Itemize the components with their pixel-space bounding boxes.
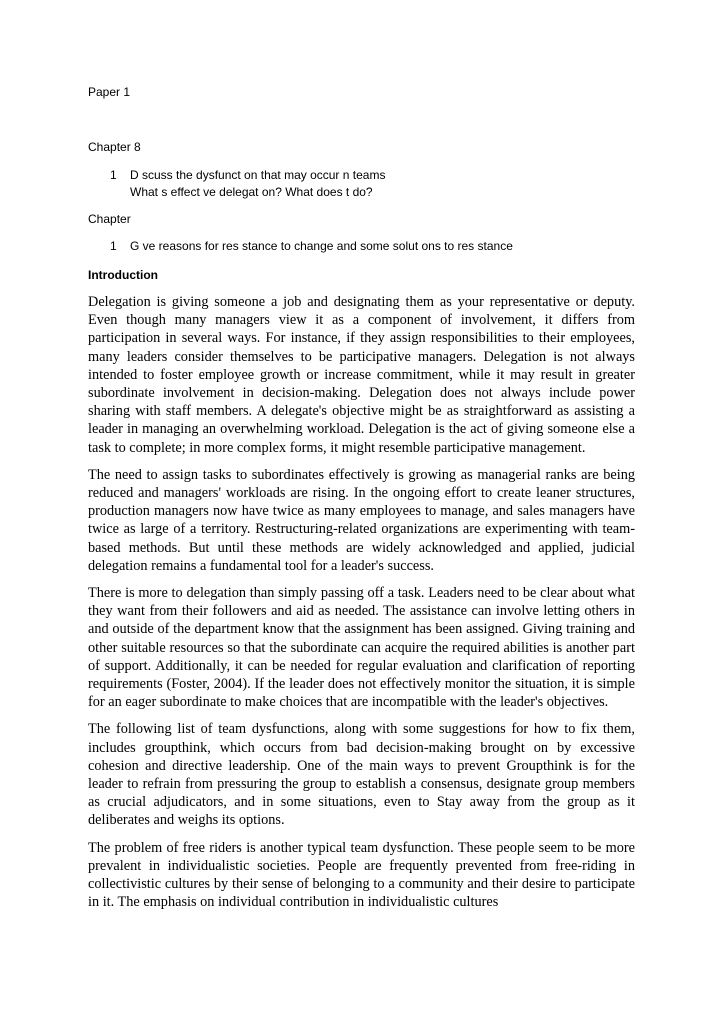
body-paragraph: Delegation is giving someone a job and designating them as your representative or deputy. Even though many managers view it as a component of involvement, it differs from participation in several ways. For instance, if they assign responsibilities to their employees, many leaders consider themselves to be participative managers. Delegation is not always intended to foster employee growth or increase commitment, while it may result in greater subordinate involvement in decision-making. Delegation does not always include power sharing with staff members. A delegate's objective might be as straightforward as assisting a leader in managing an overwhelming workload. Delegation is the act of giving someone else a task to complete; in more complex forms, it might resemble participative management. (88, 294, 635, 456)
body-paragraph: The following list of team dysfunctions, along with some suggestions for how to fix them, includes groupthink, which occurs from bad decision-making brought on by excessive cohesion and directive leadership. One of the main ways to prevent Groupthink is for the leader to refrain from pressuring the group to establish a consensus, designate group members as crucial adjudicators, and in some situations, even to Stay away from the group as it deliberates and weighs its options. (88, 721, 635, 829)
paper-label: Paper 1 (88, 85, 131, 99)
question-text: D scuss the dysfunct on that may occur n teams (130, 168, 386, 182)
body-paragraph: The problem of free riders is another typical team dysfunction. These people seem to be more prevalent in individualistic societies. People are frequently prevented from free-riding in collectivistic cultures by their sense of belonging to a community and their desire to participate in it. The emphasis on individual contribution in individualistic cultures (88, 839, 635, 911)
question-text: What s effect ve delegat on? What does t do? (130, 185, 373, 199)
chapter-8-title: Chapter 8 (88, 140, 141, 154)
chapter-8-question-list (110, 167, 385, 201)
introduction-heading: Introduction (88, 268, 158, 282)
question-line (110, 184, 385, 201)
question-line (110, 167, 385, 184)
question-text: G ve reasons for res stance to change and some solut ons to res stance (130, 239, 513, 253)
body-paragraph: The need to assign tasks to subordinates effectively is growing as managerial ranks are being reduced and managers' workloads are rising. In the ongoing effort to create leaner structures, production managers now have twice as many employees to manage, and sales managers have twice as large of a territory. Restructuring-related organizations are experimenting with team-based methods. But until these methods are widely acknowledged and applied, judicial delegation remains a fundamental tool for a leader's success. (88, 466, 635, 574)
chapter-title: Chapter (88, 212, 131, 226)
body-text (88, 293, 635, 921)
body-paragraph: There is more to delegation than simply passing off a task. Leaders need to be clear about what they want from their followers and aid as needed. The assistance can involve letting others in and outside of the department know that the assignment has been assigned. Giving training and other suitable resources so that the subordinate can acquire the required abilities is another part of support. Additionally, it can be needed for regular evaluation and clarification of reporting requirements (Foster, 2004). If the leader does not effectively monitor the situation, it is simple for an eager subordinate to make choices that are incompatible with the leader's objectives. (88, 585, 635, 711)
question-number: 1 (110, 168, 117, 182)
question-number: 1 (110, 239, 117, 253)
chapter-question (110, 239, 513, 253)
